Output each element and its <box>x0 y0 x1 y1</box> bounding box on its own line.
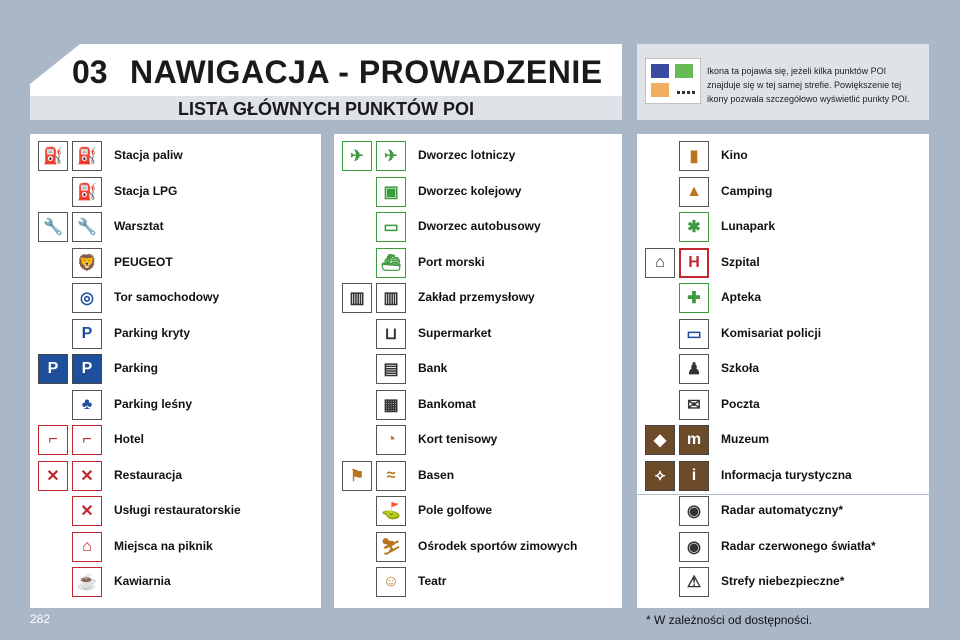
poi-row <box>334 566 622 598</box>
forest-parking-icon: ♣ <box>72 390 102 420</box>
cluster-note <box>637 44 929 120</box>
poi-label: Camping <box>721 183 773 198</box>
page-number: 282 <box>30 612 51 626</box>
parking-icon: P <box>38 354 68 384</box>
poi-label: Radar czerwonego światła* <box>721 538 876 553</box>
picnic-icon: ⌂ <box>72 532 102 562</box>
swim-icon: ≈ <box>376 461 406 491</box>
poi-label: Komisariat policji <box>721 325 822 340</box>
monument-icon: ◆ <box>645 425 675 455</box>
envelope-icon: ✉ <box>679 390 709 420</box>
footnote: * W zależności od dostępności. <box>646 613 813 627</box>
poi-row <box>334 247 622 279</box>
museum-icon: m <box>679 425 709 455</box>
poi-row <box>637 460 929 492</box>
cluster-note-text: Ikona ta pojawia się, jeżeli kilka punktów POI znajduje się w tej samej strefie. Powiększenie tej ikony pozwala szczegółowo wyświetlić punkty POI. <box>707 66 910 104</box>
lpg-pump-icon: ⛽ <box>72 177 102 207</box>
poi-label: Szpital <box>721 254 760 269</box>
page-title: NAWIGACJA - PROWADZENIE <box>130 54 603 90</box>
factory-icon: ▥ <box>342 283 372 313</box>
wrench-icon: 🔧 <box>72 212 102 242</box>
poi-row <box>637 566 929 598</box>
poi-row <box>334 460 622 492</box>
fork-knife-icon: ✕ <box>72 461 102 491</box>
poi-label: Pole golfowe <box>418 503 493 517</box>
poi-row <box>637 318 929 350</box>
poi-row <box>637 389 929 421</box>
poi-label: Tor samochodowy <box>114 290 220 304</box>
poi-row <box>30 495 321 527</box>
poi-row <box>30 176 321 208</box>
building-icon: ⌂ <box>645 248 675 278</box>
red-light-camera-icon: ◉ <box>679 532 709 562</box>
poi-row <box>30 282 321 314</box>
poi-row <box>637 353 929 385</box>
poi-row <box>334 389 622 421</box>
poi-label: Parking <box>114 361 159 375</box>
poi-label: Parking leśny <box>114 396 193 411</box>
poi-label: Parking kryty <box>114 325 191 340</box>
poi-label: Strefy niebezpieczne* <box>721 574 845 588</box>
poi-label: Stacja LPG <box>114 183 178 198</box>
lighthouse-icon: ⟡ <box>645 461 675 491</box>
poi-label: Zakład przemysłowy <box>418 290 535 304</box>
poi-row <box>30 389 321 421</box>
ski-icon: ⛷ <box>376 532 406 562</box>
chapter-number: 03 <box>72 54 108 90</box>
poi-row <box>334 531 622 563</box>
poi-label: Hotel <box>114 432 144 446</box>
poi-row <box>334 140 622 172</box>
lion-icon: 🦁 <box>72 248 102 278</box>
poi-label: Stacja paliw <box>114 148 183 162</box>
pharmacy-cross-icon: ✚ <box>679 283 709 313</box>
restaurant-services-icon: ✕ <box>72 496 102 526</box>
parking-icon: P <box>72 354 102 384</box>
poi-label: Teatr <box>418 574 447 588</box>
police-icon: ▭ <box>679 319 709 349</box>
poi-row <box>30 353 321 385</box>
poi-row <box>637 424 929 456</box>
poi-column-1 <box>30 134 321 608</box>
fork-knife-icon: ✕ <box>38 461 68 491</box>
school-icon: ♟ <box>679 354 709 384</box>
poi-label: Dworzec lotniczy <box>418 148 516 162</box>
poi-row <box>637 531 929 563</box>
poi-row <box>30 247 321 279</box>
poi-row <box>637 282 929 314</box>
poi-label: Dworzec autobusowy <box>418 219 541 233</box>
covered-parking-icon: P <box>72 319 102 349</box>
poi-row <box>637 247 929 279</box>
poi-row <box>637 176 929 208</box>
fuel-pump-icon: ⛽ <box>38 141 68 171</box>
cart-icon: ⊔ <box>376 319 406 349</box>
poi-label: Supermarket <box>418 325 492 340</box>
poi-label: Kawiarnia <box>114 574 171 588</box>
poi-cluster-icon <box>645 58 701 104</box>
poi-row <box>30 566 321 598</box>
bed-icon: ⌐ <box>72 425 102 455</box>
poi-label: Lunapark <box>721 219 776 233</box>
poi-row <box>334 424 622 456</box>
poi-row <box>637 140 929 172</box>
hospital-icon: H <box>679 248 709 278</box>
poi-label: Basen <box>418 467 455 482</box>
sports-icon: ⚑ <box>342 461 372 491</box>
poi-row <box>30 211 321 243</box>
poi-label: Szkoła <box>721 361 760 375</box>
poi-label: PEUGEOT <box>114 254 173 269</box>
poi-label: Usługi restauratorskie <box>114 503 241 517</box>
poi-label: Bankomat <box>418 396 477 411</box>
poi-label: Kino <box>721 148 748 162</box>
poi-row <box>30 460 321 492</box>
poi-label: Warsztat <box>114 219 164 233</box>
ship-icon: ⛴ <box>376 248 406 278</box>
train-icon: ▣ <box>376 177 406 207</box>
poi-label: Radar automatyczny* <box>721 503 844 517</box>
poi-label: Dworzec kolejowy <box>418 183 522 198</box>
poi-label: Bank <box>418 361 448 375</box>
poi-column-2 <box>334 134 622 608</box>
danger-zone-icon: ⚠ <box>679 567 709 597</box>
fuel-pump-icon: ⛽ <box>72 141 102 171</box>
poi-label: Muzeum <box>721 432 769 446</box>
poi-label: Port morski <box>418 254 485 269</box>
plane-icon: ✈ <box>376 141 406 171</box>
poi-row <box>334 353 622 385</box>
poi-row <box>334 211 622 243</box>
race-track-icon: ◎ <box>72 283 102 313</box>
info-icon: i <box>679 461 709 491</box>
theatre-icon: ☺ <box>376 567 406 597</box>
poi-row <box>334 176 622 208</box>
poi-label: Restauracja <box>114 467 183 482</box>
poi-label: Apteka <box>721 290 762 304</box>
poi-column-3 <box>637 134 929 608</box>
page-subtitle: LISTA GŁÓWNYCH PUNKTÓW POI <box>178 99 474 119</box>
poi-row <box>30 318 321 350</box>
tent-icon: ▲ <box>679 177 709 207</box>
wrench-icon: 🔧 <box>38 212 68 242</box>
poi-row <box>334 318 622 350</box>
poi-label: Informacja turystyczna <box>721 467 852 482</box>
poi-row <box>637 211 929 243</box>
poi-row <box>30 140 321 172</box>
bus-icon: ▭ <box>376 212 406 242</box>
section-header <box>30 44 622 120</box>
poi-label: Miejsca na piknik <box>114 538 213 553</box>
bed-icon: ⌐ <box>38 425 68 455</box>
atm-icon: ▦ <box>376 390 406 420</box>
poi-row <box>30 424 321 456</box>
amusement-park-icon: ✱ <box>679 212 709 242</box>
poi-label: Ośrodek sportów zimowych <box>418 538 578 553</box>
cup-icon: ☕ <box>72 567 102 597</box>
poi-label: Poczta <box>721 396 760 411</box>
golf-icon: ⛳ <box>376 496 406 526</box>
poi-row <box>30 531 321 563</box>
tennis-icon: ◔ <box>376 425 406 455</box>
film-icon: ▮ <box>679 141 709 171</box>
poi-row <box>637 495 929 527</box>
poi-row <box>334 495 622 527</box>
bank-icon: ▤ <box>376 354 406 384</box>
factory-icon: ▥ <box>376 283 406 313</box>
poi-row <box>334 282 622 314</box>
speed-camera-icon: ◉ <box>679 496 709 526</box>
airport-icon: ✈ <box>342 141 372 171</box>
poi-label: Kort tenisowy <box>418 432 498 446</box>
